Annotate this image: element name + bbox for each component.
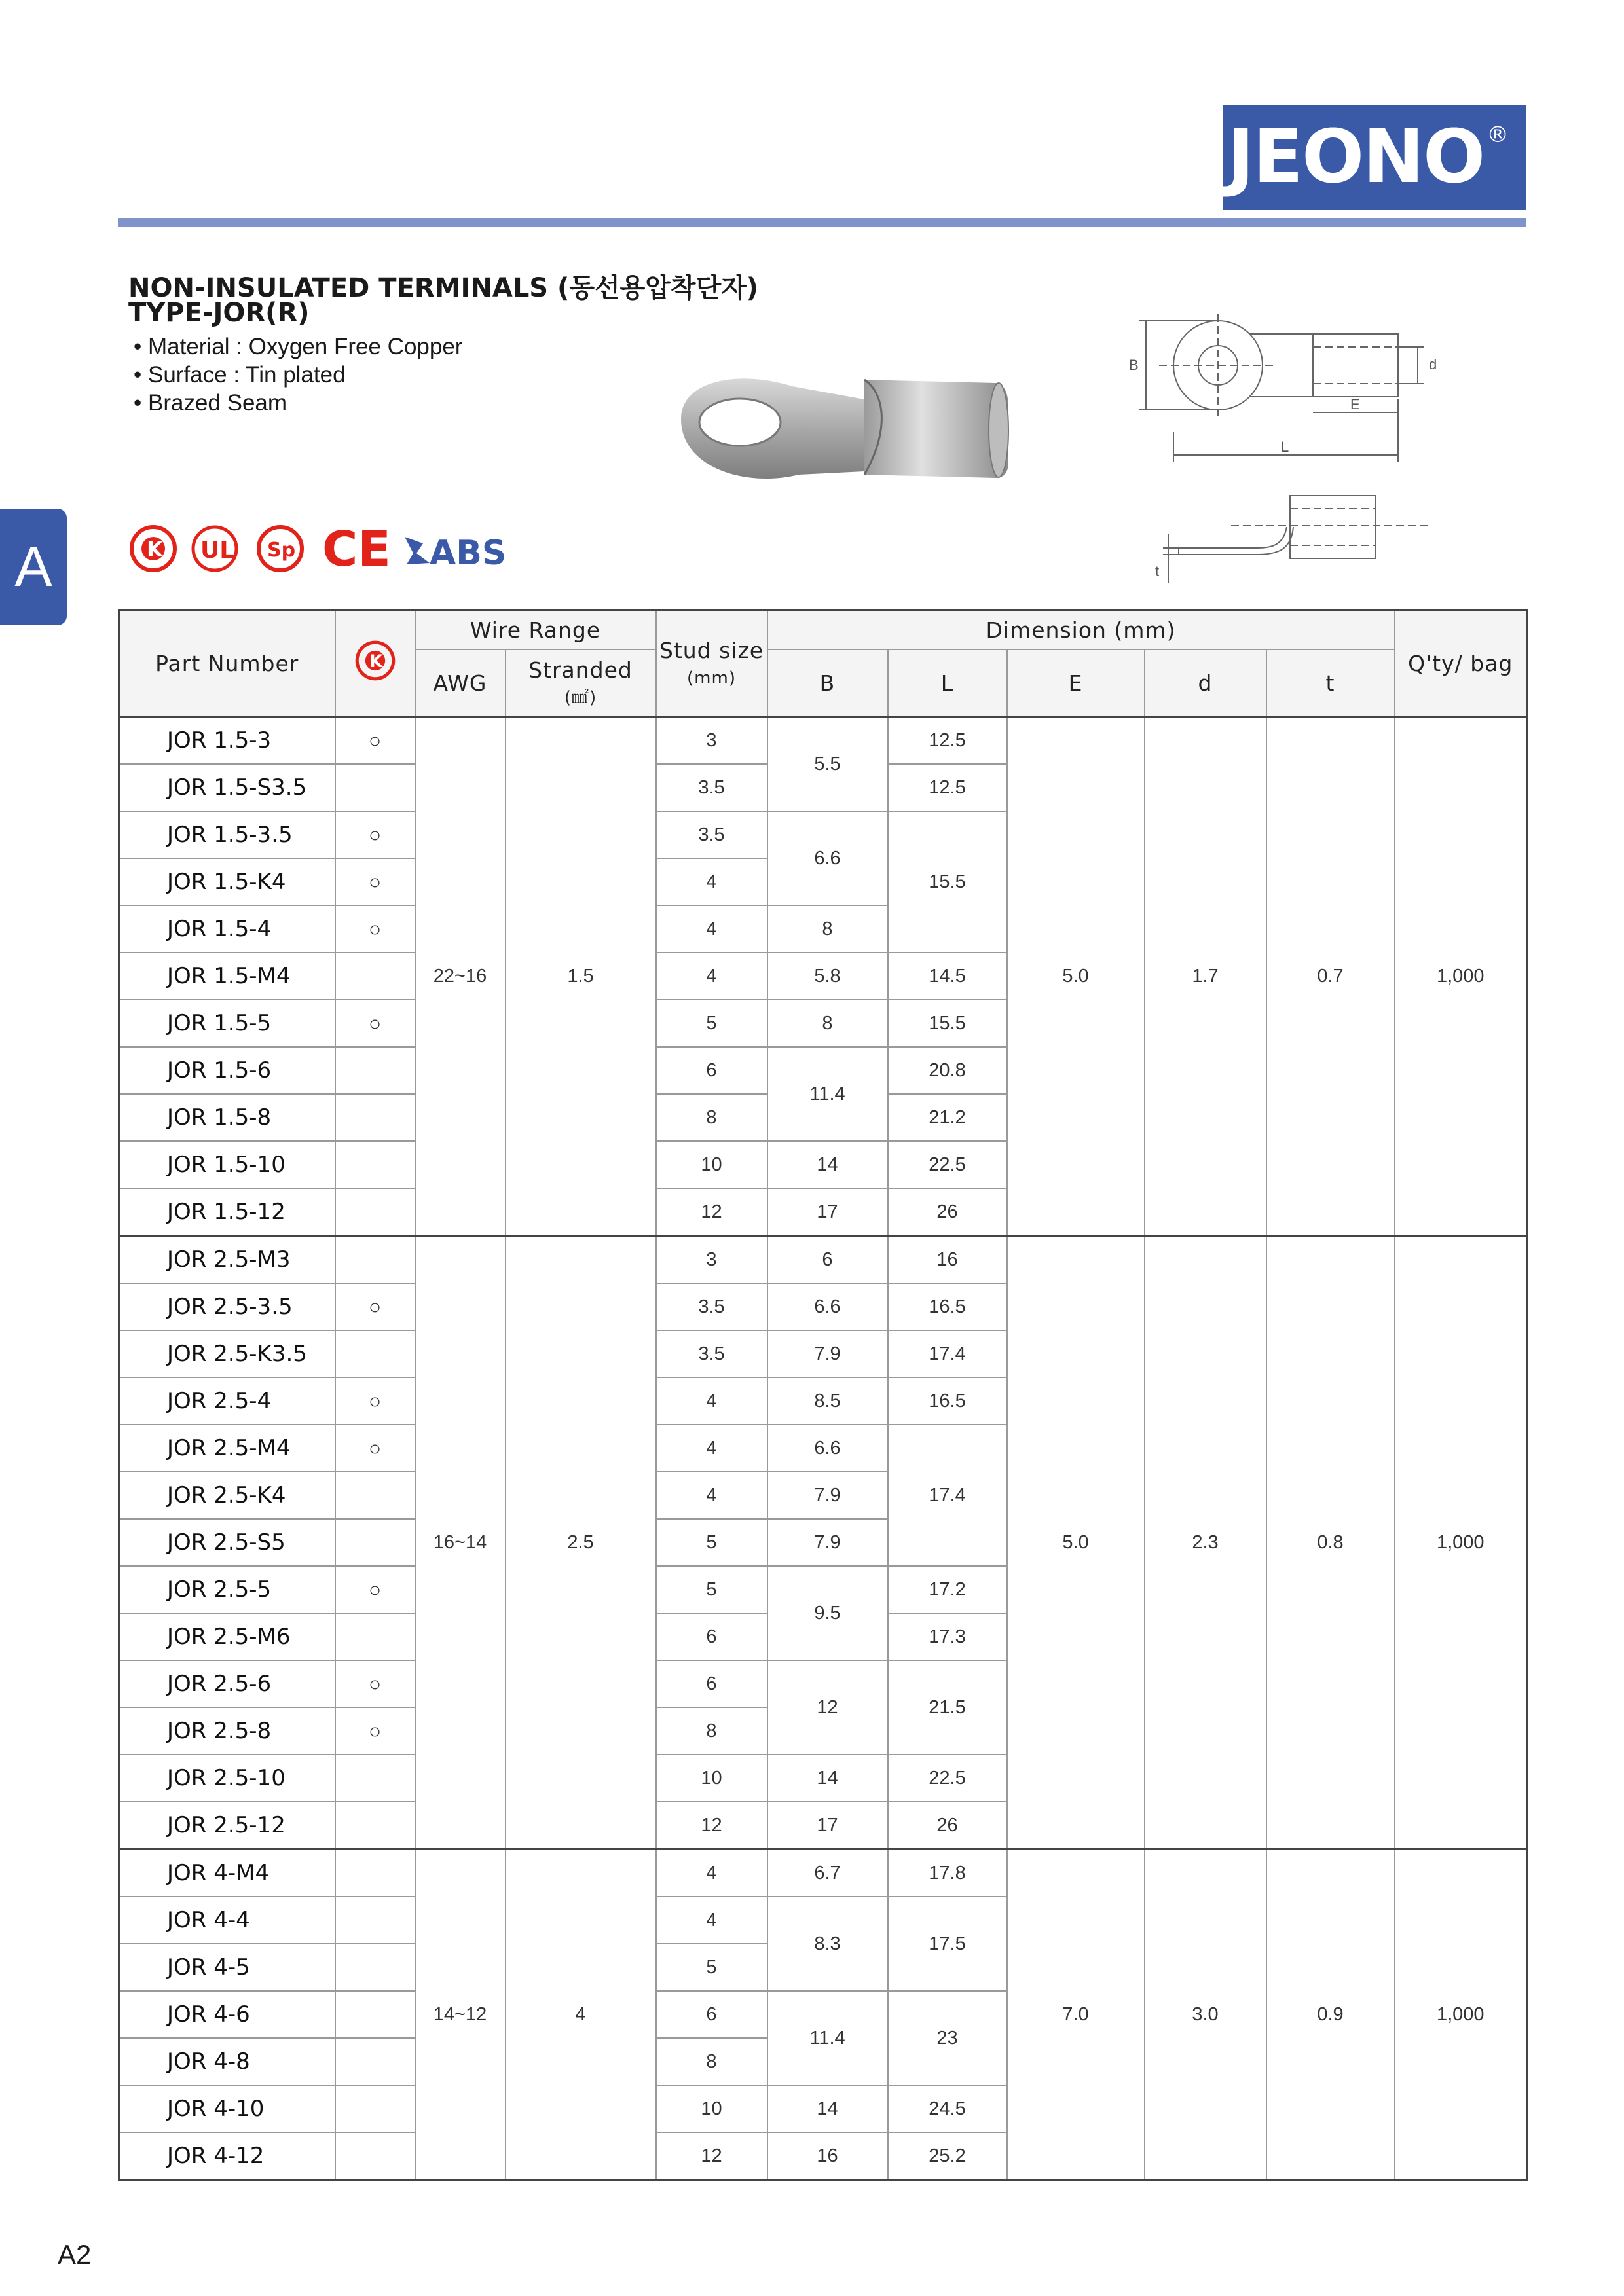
part-number-cell: JOR 2.5-5 — [119, 1566, 335, 1613]
part-number-cell: JOR 2.5-12 — [119, 1802, 335, 1850]
stud-size-cell: 10 — [656, 1141, 767, 1188]
awg-cell: 14~12 — [415, 1850, 506, 2180]
stud-size-cell: 3.5 — [656, 811, 767, 858]
certification-marks — [128, 524, 534, 576]
dim-b-cell: 8.5 — [767, 1377, 888, 1425]
dim-l-cell: 17.5 — [888, 1897, 1007, 1991]
stud-size-cell: 6 — [656, 1991, 767, 2038]
dim-b-cell: 14 — [767, 2085, 888, 2132]
ks-cell: ○ — [335, 811, 415, 858]
col-b: B — [767, 649, 888, 717]
spec-material: • Material : Oxygen Free Copper — [134, 333, 462, 361]
stud-size-cell: 3.5 — [656, 1330, 767, 1377]
table-row — [119, 1236, 1527, 1284]
dim-e-cell: 7.0 — [1007, 1850, 1145, 2180]
stud-size-cell: 3.5 — [656, 764, 767, 811]
dim-l-cell: 26 — [888, 1802, 1007, 1850]
spec-list — [134, 333, 462, 417]
dim-d-cell: 1.7 — [1145, 717, 1266, 1236]
stud-size-cell: 10 — [656, 1755, 767, 1802]
stud-size-cell: 4 — [656, 1850, 767, 1897]
stud-size-cell: 4 — [656, 1377, 767, 1425]
svg-text:CE: CE — [322, 524, 391, 576]
dim-l-cell: 15.5 — [888, 811, 1007, 953]
stud-size-cell: 8 — [656, 1707, 767, 1755]
stud-size-cell: 12 — [656, 2132, 767, 2180]
dimension-drawing-top — [1107, 308, 1473, 465]
dim-b-cell: 5.8 — [767, 953, 888, 1000]
ks-cell: ○ — [335, 1283, 415, 1330]
dim-b-cell: 6.6 — [767, 1283, 888, 1330]
stud-size-cell: 5 — [656, 1519, 767, 1566]
csa-cert-icon — [259, 527, 302, 570]
col-e: E — [1007, 649, 1145, 717]
ks-cell — [335, 1613, 415, 1660]
table-row — [119, 1850, 1527, 1897]
part-number-cell: JOR 2.5-S5 — [119, 1519, 335, 1566]
abs-cert-icon — [405, 534, 506, 573]
col-stud-size: Stud size (mm) — [656, 610, 767, 717]
dim-t-cell: 0.8 — [1266, 1236, 1395, 1850]
part-number-cell: JOR 2.5-3.5 — [119, 1283, 335, 1330]
drawing-label-t: t — [1155, 563, 1160, 579]
qty-cell: 1,000 — [1395, 1850, 1527, 2180]
stranded-cell: 2.5 — [506, 1236, 656, 1850]
part-number-cell: JOR 1.5-4 — [119, 905, 335, 953]
dim-l-cell: 14.5 — [888, 953, 1007, 1000]
product-type: TYPE-JOR(R) — [128, 298, 310, 328]
dim-l-cell: 21.2 — [888, 1094, 1007, 1141]
dim-b-cell: 11.4 — [767, 1047, 888, 1141]
dim-l-cell: 12.5 — [888, 717, 1007, 765]
part-number-cell: JOR 1.5-3.5 — [119, 811, 335, 858]
dim-l-cell: 17.8 — [888, 1850, 1007, 1897]
dim-b-cell: 17 — [767, 1802, 888, 1850]
dim-b-cell: 6.6 — [767, 811, 888, 905]
ks-cell — [335, 953, 415, 1000]
dim-d-cell: 2.3 — [1145, 1236, 1266, 1850]
ks-cell — [335, 2085, 415, 2132]
stud-size-cell: 5 — [656, 1000, 767, 1047]
ks-cell — [335, 1188, 415, 1236]
dim-l-cell: 12.5 — [888, 764, 1007, 811]
qty-cell: 1,000 — [1395, 717, 1527, 1236]
col-d: d — [1145, 649, 1266, 717]
dim-b-cell: 12 — [767, 1660, 888, 1755]
awg-cell: 16~14 — [415, 1236, 506, 1850]
ks-cell — [335, 1991, 415, 2038]
part-number-cell: JOR 2.5-10 — [119, 1755, 335, 1802]
dim-b-cell: 7.9 — [767, 1330, 888, 1377]
spec-seam: • Brazed Seam — [134, 389, 462, 417]
part-number-cell: JOR 4-M4 — [119, 1850, 335, 1897]
ks-cell: ○ — [335, 1377, 415, 1425]
part-number-cell: JOR 1.5-5 — [119, 1000, 335, 1047]
ks-cell — [335, 1802, 415, 1850]
ks-cell: ○ — [335, 1660, 415, 1707]
ks-cell: ○ — [335, 858, 415, 905]
part-number-cell: JOR 2.5-K3.5 — [119, 1330, 335, 1377]
dim-e-cell: 5.0 — [1007, 717, 1145, 1236]
part-number-cell: JOR 2.5-8 — [119, 1707, 335, 1755]
col-wire-range: Wire Range — [415, 610, 656, 650]
ks-cell — [335, 1850, 415, 1897]
dim-d-cell: 3.0 — [1145, 1850, 1266, 2180]
stud-size-cell: 4 — [656, 1425, 767, 1472]
stud-size-cell: 12 — [656, 1802, 767, 1850]
part-number-cell: JOR 4-8 — [119, 2038, 335, 2085]
dim-b-cell: 14 — [767, 1755, 888, 1802]
svg-text:ABS: ABS — [430, 534, 507, 573]
dim-b-cell: 8 — [767, 905, 888, 953]
dim-l-cell: 16 — [888, 1236, 1007, 1284]
stud-size-cell: 5 — [656, 1944, 767, 1991]
dim-b-cell: 8 — [767, 1000, 888, 1047]
ks-cell: ○ — [335, 717, 415, 765]
ks-cell — [335, 1519, 415, 1566]
dim-l-cell: 25.2 — [888, 2132, 1007, 2180]
part-number-cell: JOR 2.5-4 — [119, 1377, 335, 1425]
stud-size-cell: 3 — [656, 1236, 767, 1284]
ks-cell — [335, 1236, 415, 1284]
ks-cell — [335, 1094, 415, 1141]
dim-l-cell: 17.4 — [888, 1425, 1007, 1566]
dim-l-cell: 15.5 — [888, 1000, 1007, 1047]
ks-cell: ○ — [335, 1707, 415, 1755]
ks-cell — [335, 1330, 415, 1377]
dim-b-cell: 14 — [767, 1141, 888, 1188]
dim-l-cell: 17.3 — [888, 1613, 1007, 1660]
stud-size-cell: 4 — [656, 953, 767, 1000]
dim-b-cell: 5.5 — [767, 717, 888, 812]
part-number-cell: JOR 4-10 — [119, 2085, 335, 2132]
part-number-cell: JOR 1.5-M4 — [119, 953, 335, 1000]
dim-e-cell: 5.0 — [1007, 1236, 1145, 1850]
stud-size-cell: 12 — [656, 1188, 767, 1236]
dim-b-cell: 9.5 — [767, 1566, 888, 1660]
dim-l-cell: 20.8 — [888, 1047, 1007, 1094]
dim-b-cell: 16 — [767, 2132, 888, 2180]
col-qty: Q'ty/ bag — [1395, 610, 1527, 717]
part-number-cell: JOR 4-5 — [119, 1944, 335, 1991]
dim-l-cell: 24.5 — [888, 2085, 1007, 2132]
ks-cell — [335, 1897, 415, 1944]
dim-l-cell: 23 — [888, 1991, 1007, 2085]
ks-cell — [335, 1141, 415, 1188]
stud-size-cell: 3 — [656, 717, 767, 765]
table-row — [119, 717, 1527, 765]
part-number-cell: JOR 2.5-M4 — [119, 1425, 335, 1472]
part-number-cell: JOR 4-6 — [119, 1991, 335, 2038]
svg-text:K: K — [147, 537, 163, 562]
dim-b-cell: 11.4 — [767, 1991, 888, 2085]
dim-l-cell: 17.4 — [888, 1330, 1007, 1377]
part-number-cell: JOR 2.5-M6 — [119, 1613, 335, 1660]
col-dimension: Dimension (mm) — [767, 610, 1395, 650]
stud-size-cell: 8 — [656, 1094, 767, 1141]
ks-cell — [335, 1472, 415, 1519]
stud-size-cell: 6 — [656, 1613, 767, 1660]
col-stranded: Stranded (㎟) — [506, 649, 656, 717]
drawing-label-e: E — [1350, 396, 1360, 412]
part-number-cell: JOR 4-4 — [119, 1897, 335, 1944]
dimension-drawing-side — [1153, 488, 1441, 599]
dim-b-cell: 17 — [767, 1188, 888, 1236]
col-awg: AWG — [415, 649, 506, 717]
brand-logo: JEONO ® — [1223, 105, 1526, 210]
page-title: NON-INSULATED TERMINALS (동선용압착단자) — [128, 273, 759, 303]
specification-table — [118, 609, 1528, 2181]
stud-size-cell: 6 — [656, 1660, 767, 1707]
part-number-cell: JOR 2.5-M3 — [119, 1236, 335, 1284]
spec-surface: • Surface : Tin plated — [134, 361, 462, 389]
svg-text:UL: UL — [200, 537, 235, 564]
ks-cell — [335, 1944, 415, 1991]
col-ks-mark — [335, 610, 415, 717]
dim-b-cell: 6 — [767, 1236, 888, 1284]
dim-l-cell: 16.5 — [888, 1377, 1007, 1425]
dim-t-cell: 0.9 — [1266, 1850, 1395, 2180]
dim-l-cell: 26 — [888, 1188, 1007, 1236]
part-number-cell: JOR 2.5-K4 — [119, 1472, 335, 1519]
col-t: t — [1266, 649, 1395, 717]
col-l: L — [888, 649, 1007, 717]
dim-l-cell: 16.5 — [888, 1283, 1007, 1330]
ks-cell — [335, 1047, 415, 1094]
qty-cell: 1,000 — [1395, 1236, 1527, 1850]
dim-t-cell: 0.7 — [1266, 717, 1395, 1236]
drawing-label-d: d — [1429, 356, 1437, 373]
dim-b-cell: 6.6 — [767, 1425, 888, 1472]
stud-size-cell: 4 — [656, 1897, 767, 1944]
dim-l-cell: 21.5 — [888, 1660, 1007, 1755]
part-number-cell: JOR 1.5-3 — [119, 717, 335, 765]
awg-cell: 22~16 — [415, 717, 506, 1236]
stud-size-cell: 8 — [656, 2038, 767, 2085]
stud-size-cell: 3.5 — [656, 1283, 767, 1330]
part-number-cell: JOR 1.5-8 — [119, 1094, 335, 1141]
stud-size-cell: 4 — [656, 858, 767, 905]
part-number-cell: JOR 1.5-K4 — [119, 858, 335, 905]
dim-b-cell: 8.3 — [767, 1897, 888, 1991]
ks-cell: ○ — [335, 1566, 415, 1613]
part-number-cell: JOR 4-12 — [119, 2132, 335, 2180]
stud-size-cell: 6 — [656, 1047, 767, 1094]
drawing-label-b: B — [1129, 357, 1139, 373]
ks-cell: ○ — [335, 1000, 415, 1047]
part-number-cell: JOR 1.5-6 — [119, 1047, 335, 1094]
svg-text:K: K — [369, 651, 383, 672]
part-number-cell: JOR 1.5-10 — [119, 1141, 335, 1188]
stud-size-cell: 4 — [656, 1472, 767, 1519]
ks-cell: ○ — [335, 1425, 415, 1472]
ring-terminal-photo — [668, 357, 1022, 507]
ks-cell: ○ — [335, 905, 415, 953]
col-part-number: Part Number — [119, 610, 335, 717]
stranded-cell: 4 — [506, 1850, 656, 2180]
ks-cert-icon — [132, 527, 175, 570]
ks-cell — [335, 1755, 415, 1802]
dim-l-cell: 22.5 — [888, 1755, 1007, 1802]
svg-text:Sp: Sp — [267, 539, 296, 562]
ce-cert-icon — [322, 524, 391, 576]
stud-size-cell: 10 — [656, 2085, 767, 2132]
dim-b-cell: 7.9 — [767, 1472, 888, 1519]
ks-cell — [335, 2132, 415, 2180]
section-tab: A — [0, 509, 67, 625]
drawing-label-l: L — [1281, 439, 1289, 455]
page-number: A2 — [58, 2239, 92, 2270]
stud-size-cell: 4 — [656, 905, 767, 953]
ks-mark-icon — [354, 640, 396, 682]
dim-l-cell: 17.2 — [888, 1566, 1007, 1613]
header-rule — [118, 218, 1526, 227]
part-number-cell: JOR 2.5-6 — [119, 1660, 335, 1707]
part-number-cell: JOR 1.5-12 — [119, 1188, 335, 1236]
ks-cell — [335, 2038, 415, 2085]
dim-l-cell: 22.5 — [888, 1141, 1007, 1188]
dim-b-cell: 6.7 — [767, 1850, 888, 1897]
stud-size-cell: 5 — [656, 1566, 767, 1613]
dim-b-cell: 7.9 — [767, 1519, 888, 1566]
stranded-cell: 1.5 — [506, 717, 656, 1236]
ul-cert-icon — [193, 527, 236, 570]
ks-cell — [335, 764, 415, 811]
part-number-cell: JOR 1.5-S3.5 — [119, 764, 335, 811]
